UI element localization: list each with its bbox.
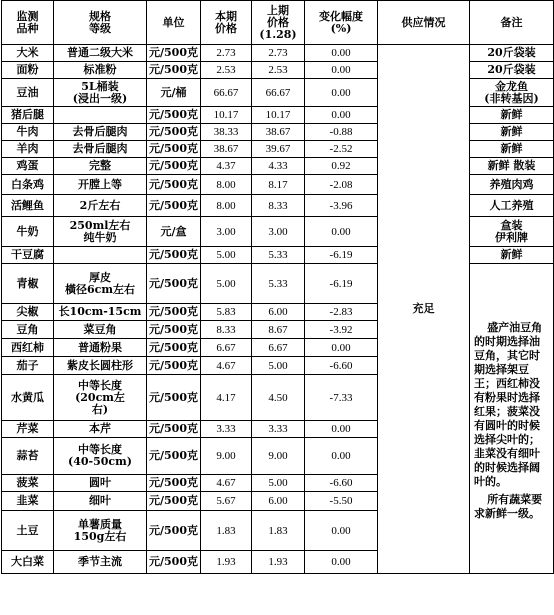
previous-price-cell: 1.93 (252, 551, 305, 574)
item-cell: 豆油 (2, 79, 54, 107)
previous-price-cell: 8.67 (252, 321, 305, 339)
unit-cell: 元/500克 (147, 475, 201, 492)
remark-cell: 盒装 伊利牌 (470, 217, 554, 247)
price-monitoring-table (1, 0, 554, 574)
table-row (2, 79, 554, 107)
unit-cell: 元/500克 (147, 357, 201, 375)
unit-cell: 元/500克 (147, 375, 201, 421)
change-cell: -7.33 (305, 375, 378, 421)
item-cell: 牛奶 (2, 217, 54, 247)
previous-price-cell: 4.33 (252, 158, 305, 175)
unit-cell: 元/500克 (147, 321, 201, 339)
item-cell: 尖椒 (2, 304, 54, 321)
change-cell: -6.19 (305, 264, 378, 304)
unit-cell: 元/500克 (147, 124, 201, 141)
remark-cell: 20斤袋装 (470, 62, 554, 79)
item-cell: 大米 (2, 45, 54, 62)
unit-cell: 元/500克 (147, 421, 201, 438)
previous-price-cell: 5.33 (252, 247, 305, 264)
previous-price-cell: 6.67 (252, 339, 305, 357)
vegetable-note-main: 盛产油豆角的时期选择油豆角，其它时期选择架豆王；西红柿没有粉果时选择红果；菠菜没有圆叶的时候选择尖叶的；韭菜没有细叶的时候选择阔叶的。 (474, 320, 543, 488)
change-cell: -2.83 (305, 304, 378, 321)
remark-cell: 新鲜 (470, 107, 554, 124)
previous-price-cell: 5.00 (252, 357, 305, 375)
current-price-cell: 4.17 (201, 375, 252, 421)
change-cell: -3.92 (305, 321, 378, 339)
unit-cell: 元/500克 (147, 141, 201, 158)
previous-price-cell: 6.00 (252, 304, 305, 321)
header-remark: 备注 (470, 1, 554, 45)
change-cell: 0.00 (305, 339, 378, 357)
spec-cell: 紫皮长圆柱形 (54, 357, 147, 375)
change-cell: -6.60 (305, 475, 378, 492)
remark-cell: 养殖肉鸡 (470, 175, 554, 195)
unit-cell: 元/500克 (147, 264, 201, 304)
unit-cell: 元/500克 (147, 551, 201, 574)
previous-price-cell: 9.00 (252, 438, 305, 475)
previous-price-cell: 8.33 (252, 195, 305, 217)
unit-cell: 元/500克 (147, 304, 201, 321)
item-cell: 面粉 (2, 62, 54, 79)
previous-price-cell: 10.17 (252, 107, 305, 124)
current-price-cell: 8.00 (201, 195, 252, 217)
remark-cell: 20斤袋装 (470, 45, 554, 62)
current-price-cell: 2.73 (201, 45, 252, 62)
unit-cell: 元/盒 (147, 217, 201, 247)
previous-price-cell: 5.00 (252, 475, 305, 492)
remark-cell: 新鲜 (470, 247, 554, 264)
spec-cell: 去骨后腿肉 (54, 124, 147, 141)
table-row (2, 107, 554, 124)
current-price-cell: 8.00 (201, 175, 252, 195)
change-cell: 0.00 (305, 62, 378, 79)
current-price-cell: 38.67 (201, 141, 252, 158)
previous-price-cell: 8.17 (252, 175, 305, 195)
vegetable-note (470, 264, 554, 574)
item-cell: 土豆 (2, 511, 54, 551)
unit-cell: 元/500克 (147, 107, 201, 124)
current-price-cell: 5.00 (201, 264, 252, 304)
spec-cell: 普通二级大米 (54, 45, 147, 62)
change-cell: -6.19 (305, 247, 378, 264)
unit-cell: 元/500克 (147, 511, 201, 551)
previous-price-cell: 3.00 (252, 217, 305, 247)
change-cell: 0.00 (305, 217, 378, 247)
previous-price-cell: 1.83 (252, 511, 305, 551)
change-cell: -5.50 (305, 492, 378, 511)
table-row (2, 247, 554, 264)
spec-cell: 中等长度 (40-50cm) (54, 438, 147, 475)
unit-cell: 元/500克 (147, 247, 201, 264)
remark-cell: 金龙鱼 (非转基因) (470, 79, 554, 107)
spec-cell: 250ml左右 纯牛奶 (54, 217, 147, 247)
unit-cell: 元/500克 (147, 339, 201, 357)
remark-cell: 人工养殖 (470, 195, 554, 217)
table-row (2, 264, 554, 304)
previous-price-cell: 66.67 (252, 79, 305, 107)
header-row (2, 1, 554, 45)
spec-cell: 标准粉 (54, 62, 147, 79)
change-cell: -6.60 (305, 357, 378, 375)
current-price-cell: 5.83 (201, 304, 252, 321)
current-price-cell: 66.67 (201, 79, 252, 107)
item-cell: 干豆腐 (2, 247, 54, 264)
item-cell: 活鲤鱼 (2, 195, 54, 217)
remark-cell: 新鲜 散装 (470, 158, 554, 175)
item-cell: 菠菜 (2, 475, 54, 492)
spec-cell: 中等长度 (20cm左 右) (54, 375, 147, 421)
previous-price-cell: 3.33 (252, 421, 305, 438)
current-price-cell: 38.33 (201, 124, 252, 141)
item-cell: 猪后腿 (2, 107, 54, 124)
spec-cell (54, 247, 147, 264)
header-unit: 单位 (147, 1, 201, 45)
change-cell: 0.00 (305, 107, 378, 124)
current-price-cell: 4.67 (201, 357, 252, 375)
current-price-cell: 9.00 (201, 438, 252, 475)
change-cell: -3.96 (305, 195, 378, 217)
table-row (2, 158, 554, 175)
previous-price-cell: 2.53 (252, 62, 305, 79)
table-row (2, 124, 554, 141)
header-supply: 供应情况 (378, 1, 470, 45)
vegetable-note-extra: 所有蔬菜要求新鲜一级。 (474, 492, 543, 520)
item-cell: 鸡蛋 (2, 158, 54, 175)
current-price-cell: 4.67 (201, 475, 252, 492)
spec-cell: 菜豆角 (54, 321, 147, 339)
spec-cell (54, 107, 147, 124)
change-cell: 0.00 (305, 79, 378, 107)
item-cell: 豆角 (2, 321, 54, 339)
current-price-cell: 5.67 (201, 492, 252, 511)
current-price-cell: 4.37 (201, 158, 252, 175)
current-price-cell: 2.53 (201, 62, 252, 79)
table-row (2, 175, 554, 195)
header-current-price: 本期 价格 (201, 1, 252, 45)
change-cell: 0.00 (305, 511, 378, 551)
unit-cell: 元/500克 (147, 438, 201, 475)
current-price-cell: 3.00 (201, 217, 252, 247)
unit-cell: 元/500克 (147, 175, 201, 195)
spec-cell: 细叶 (54, 492, 147, 511)
item-cell: 青椒 (2, 264, 54, 304)
current-price-cell: 5.00 (201, 247, 252, 264)
change-cell: -2.52 (305, 141, 378, 158)
previous-price-cell: 6.00 (252, 492, 305, 511)
table-row (2, 45, 554, 62)
item-cell: 西红柿 (2, 339, 54, 357)
current-price-cell: 3.33 (201, 421, 252, 438)
spec-cell: 厚皮 橫径6cm左右 (54, 264, 147, 304)
unit-cell: 元/桶 (147, 79, 201, 107)
current-price-cell: 8.33 (201, 321, 252, 339)
header-spec: 规格 等级 (54, 1, 147, 45)
change-cell: 0.00 (305, 45, 378, 62)
change-cell: 0.92 (305, 158, 378, 175)
item-cell: 羊肉 (2, 141, 54, 158)
table-row (2, 217, 554, 247)
change-cell: -0.88 (305, 124, 378, 141)
spec-cell: 长10cm-15cm (54, 304, 147, 321)
current-price-cell: 10.17 (201, 107, 252, 124)
header-change: 变化幅度 (%) (305, 1, 378, 45)
spec-cell: 圆叶 (54, 475, 147, 492)
change-cell: -2.08 (305, 175, 378, 195)
spec-cell: 普通粉果 (54, 339, 147, 357)
unit-cell: 元/500克 (147, 158, 201, 175)
header-item: 监测 品种 (2, 1, 54, 45)
spec-cell: 2斤左右 (54, 195, 147, 217)
change-cell: 0.00 (305, 421, 378, 438)
spec-cell: 5L桶装 (浸出一级) (54, 79, 147, 107)
item-cell: 韭菜 (2, 492, 54, 511)
table-row (2, 141, 554, 158)
remark-cell: 新鲜 (470, 141, 554, 158)
previous-price-cell: 5.33 (252, 264, 305, 304)
unit-cell: 元/500克 (147, 492, 201, 511)
item-cell: 水黄瓜 (2, 375, 54, 421)
spec-cell: 去骨后腿肉 (54, 141, 147, 158)
previous-price-cell: 2.73 (252, 45, 305, 62)
spec-cell: 本芹 (54, 421, 147, 438)
spec-cell: 季节主流 (54, 551, 147, 574)
previous-price-cell: 38.67 (252, 124, 305, 141)
unit-cell: 元/500克 (147, 195, 201, 217)
header-previous-price: 上期 价格 (1.28) (252, 1, 305, 45)
item-cell: 白条鸡 (2, 175, 54, 195)
item-cell: 芹菜 (2, 421, 54, 438)
unit-cell: 元/500克 (147, 62, 201, 79)
table-row (2, 195, 554, 217)
previous-price-cell: 39.67 (252, 141, 305, 158)
spec-cell: 完整 (54, 158, 147, 175)
previous-price-cell: 4.50 (252, 375, 305, 421)
remark-cell: 新鲜 (470, 124, 554, 141)
spec-cell: 开膛上等 (54, 175, 147, 195)
supply-cell: 充足 (378, 45, 470, 574)
item-cell: 茄子 (2, 357, 54, 375)
item-cell: 大白菜 (2, 551, 54, 574)
change-cell: 0.00 (305, 438, 378, 475)
spec-cell: 单薯质量 150g左右 (54, 511, 147, 551)
table-row (2, 62, 554, 79)
change-cell: 0.00 (305, 551, 378, 574)
current-price-cell: 6.67 (201, 339, 252, 357)
unit-cell: 元/500克 (147, 45, 201, 62)
item-cell: 牛肉 (2, 124, 54, 141)
current-price-cell: 1.93 (201, 551, 252, 574)
item-cell: 蒜苔 (2, 438, 54, 475)
current-price-cell: 1.83 (201, 511, 252, 551)
